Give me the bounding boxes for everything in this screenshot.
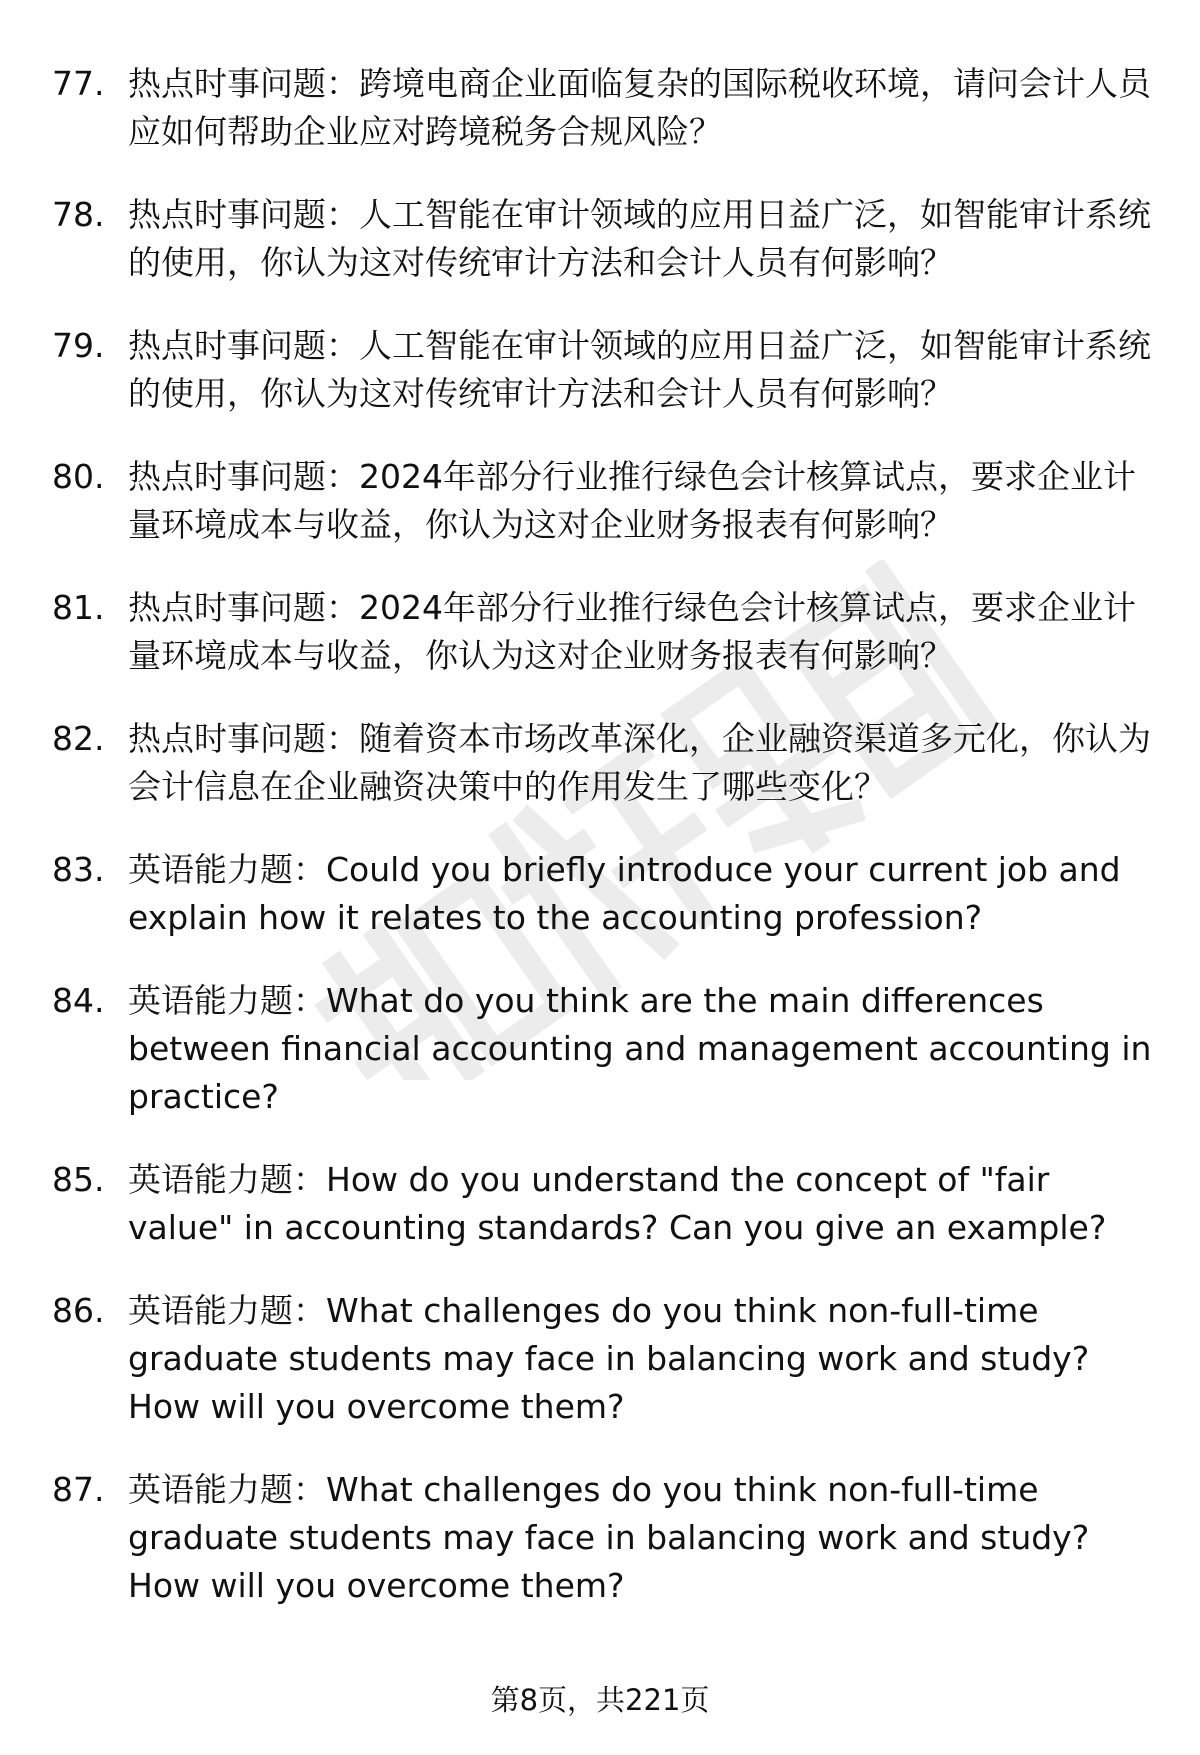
question-number: 79. (52, 326, 105, 365)
question-number: 80. (52, 457, 105, 496)
question-item (52, 715, 1162, 811)
question-item (52, 977, 1162, 1121)
question-number: 81. (52, 588, 105, 627)
question-text: 热点时事问题：跨境电商企业面临复杂的国际税收环境，请问会计人员应如何帮助企业应对跨境税务合规风险？ (128, 64, 1151, 151)
page-number-label: 第8页，共221页 (490, 1683, 710, 1717)
question-text: 英语能力题：Could you briefly introduce your current job and explain how it relates to the accounting profession? (128, 850, 1121, 937)
question-number: 83. (52, 850, 105, 889)
question-text: 热点时事问题：随着资本市场改革深化，企业融资渠道多元化，你认为会计信息在企业融资决策中的作用发生了哪些变化？ (128, 719, 1151, 806)
question-text: 热点时事问题：2024年部分行业推行绿色会计核算试点，要求企业计量环境成本与收益，你认为这对企业财务报表有何影响？ (128, 588, 1136, 675)
question-item (52, 322, 1162, 418)
question-text: 英语能力题：What do you think are the main differences between financial accounting and management accounting in practice? (128, 981, 1152, 1116)
question-number: 85. (52, 1160, 105, 1199)
question-item (52, 191, 1162, 287)
question-item (52, 1287, 1162, 1431)
question-number: 82. (52, 719, 105, 758)
question-text: 热点时事问题：2024年部分行业推行绿色会计核算试点，要求企业计量环境成本与收益，你认为这对企业财务报表有何影响？ (128, 457, 1136, 544)
question-text: 热点时事问题：人工智能在审计领域的应用日益广泛，如智能审计系统的使用，你认为这对传统审计方法和会计人员有何影响？ (128, 326, 1151, 413)
question-number: 86. (52, 1291, 105, 1330)
question-item (52, 1466, 1162, 1610)
question-item (52, 60, 1162, 156)
question-item (52, 453, 1162, 549)
question-number: 87. (52, 1470, 105, 1509)
question-text: 热点时事问题：人工智能在审计领域的应用日益广泛，如智能审计系统的使用，你认为这对传统审计方法和会计人员有何影响？ (128, 195, 1151, 282)
question-text: 英语能力题：What challenges do you think non-full-time graduate students may face in balancing work and study? How will you overcome them? (128, 1470, 1090, 1605)
question-number: 77. (52, 64, 105, 103)
question-number: 84. (52, 981, 105, 1020)
question-number: 78. (52, 195, 105, 234)
question-list (52, 60, 1162, 1645)
question-item (52, 584, 1162, 680)
page-footer (0, 1680, 1200, 1720)
question-item (52, 846, 1162, 942)
question-text: 英语能力题：How do you understand the concept of "fair value" in accounting standards? Can you give an example? (128, 1160, 1107, 1247)
question-item (52, 1156, 1162, 1252)
question-text: 英语能力题：What challenges do you think non-full-time graduate students may face in balancing work and study? How will you overcome them? (128, 1291, 1090, 1426)
